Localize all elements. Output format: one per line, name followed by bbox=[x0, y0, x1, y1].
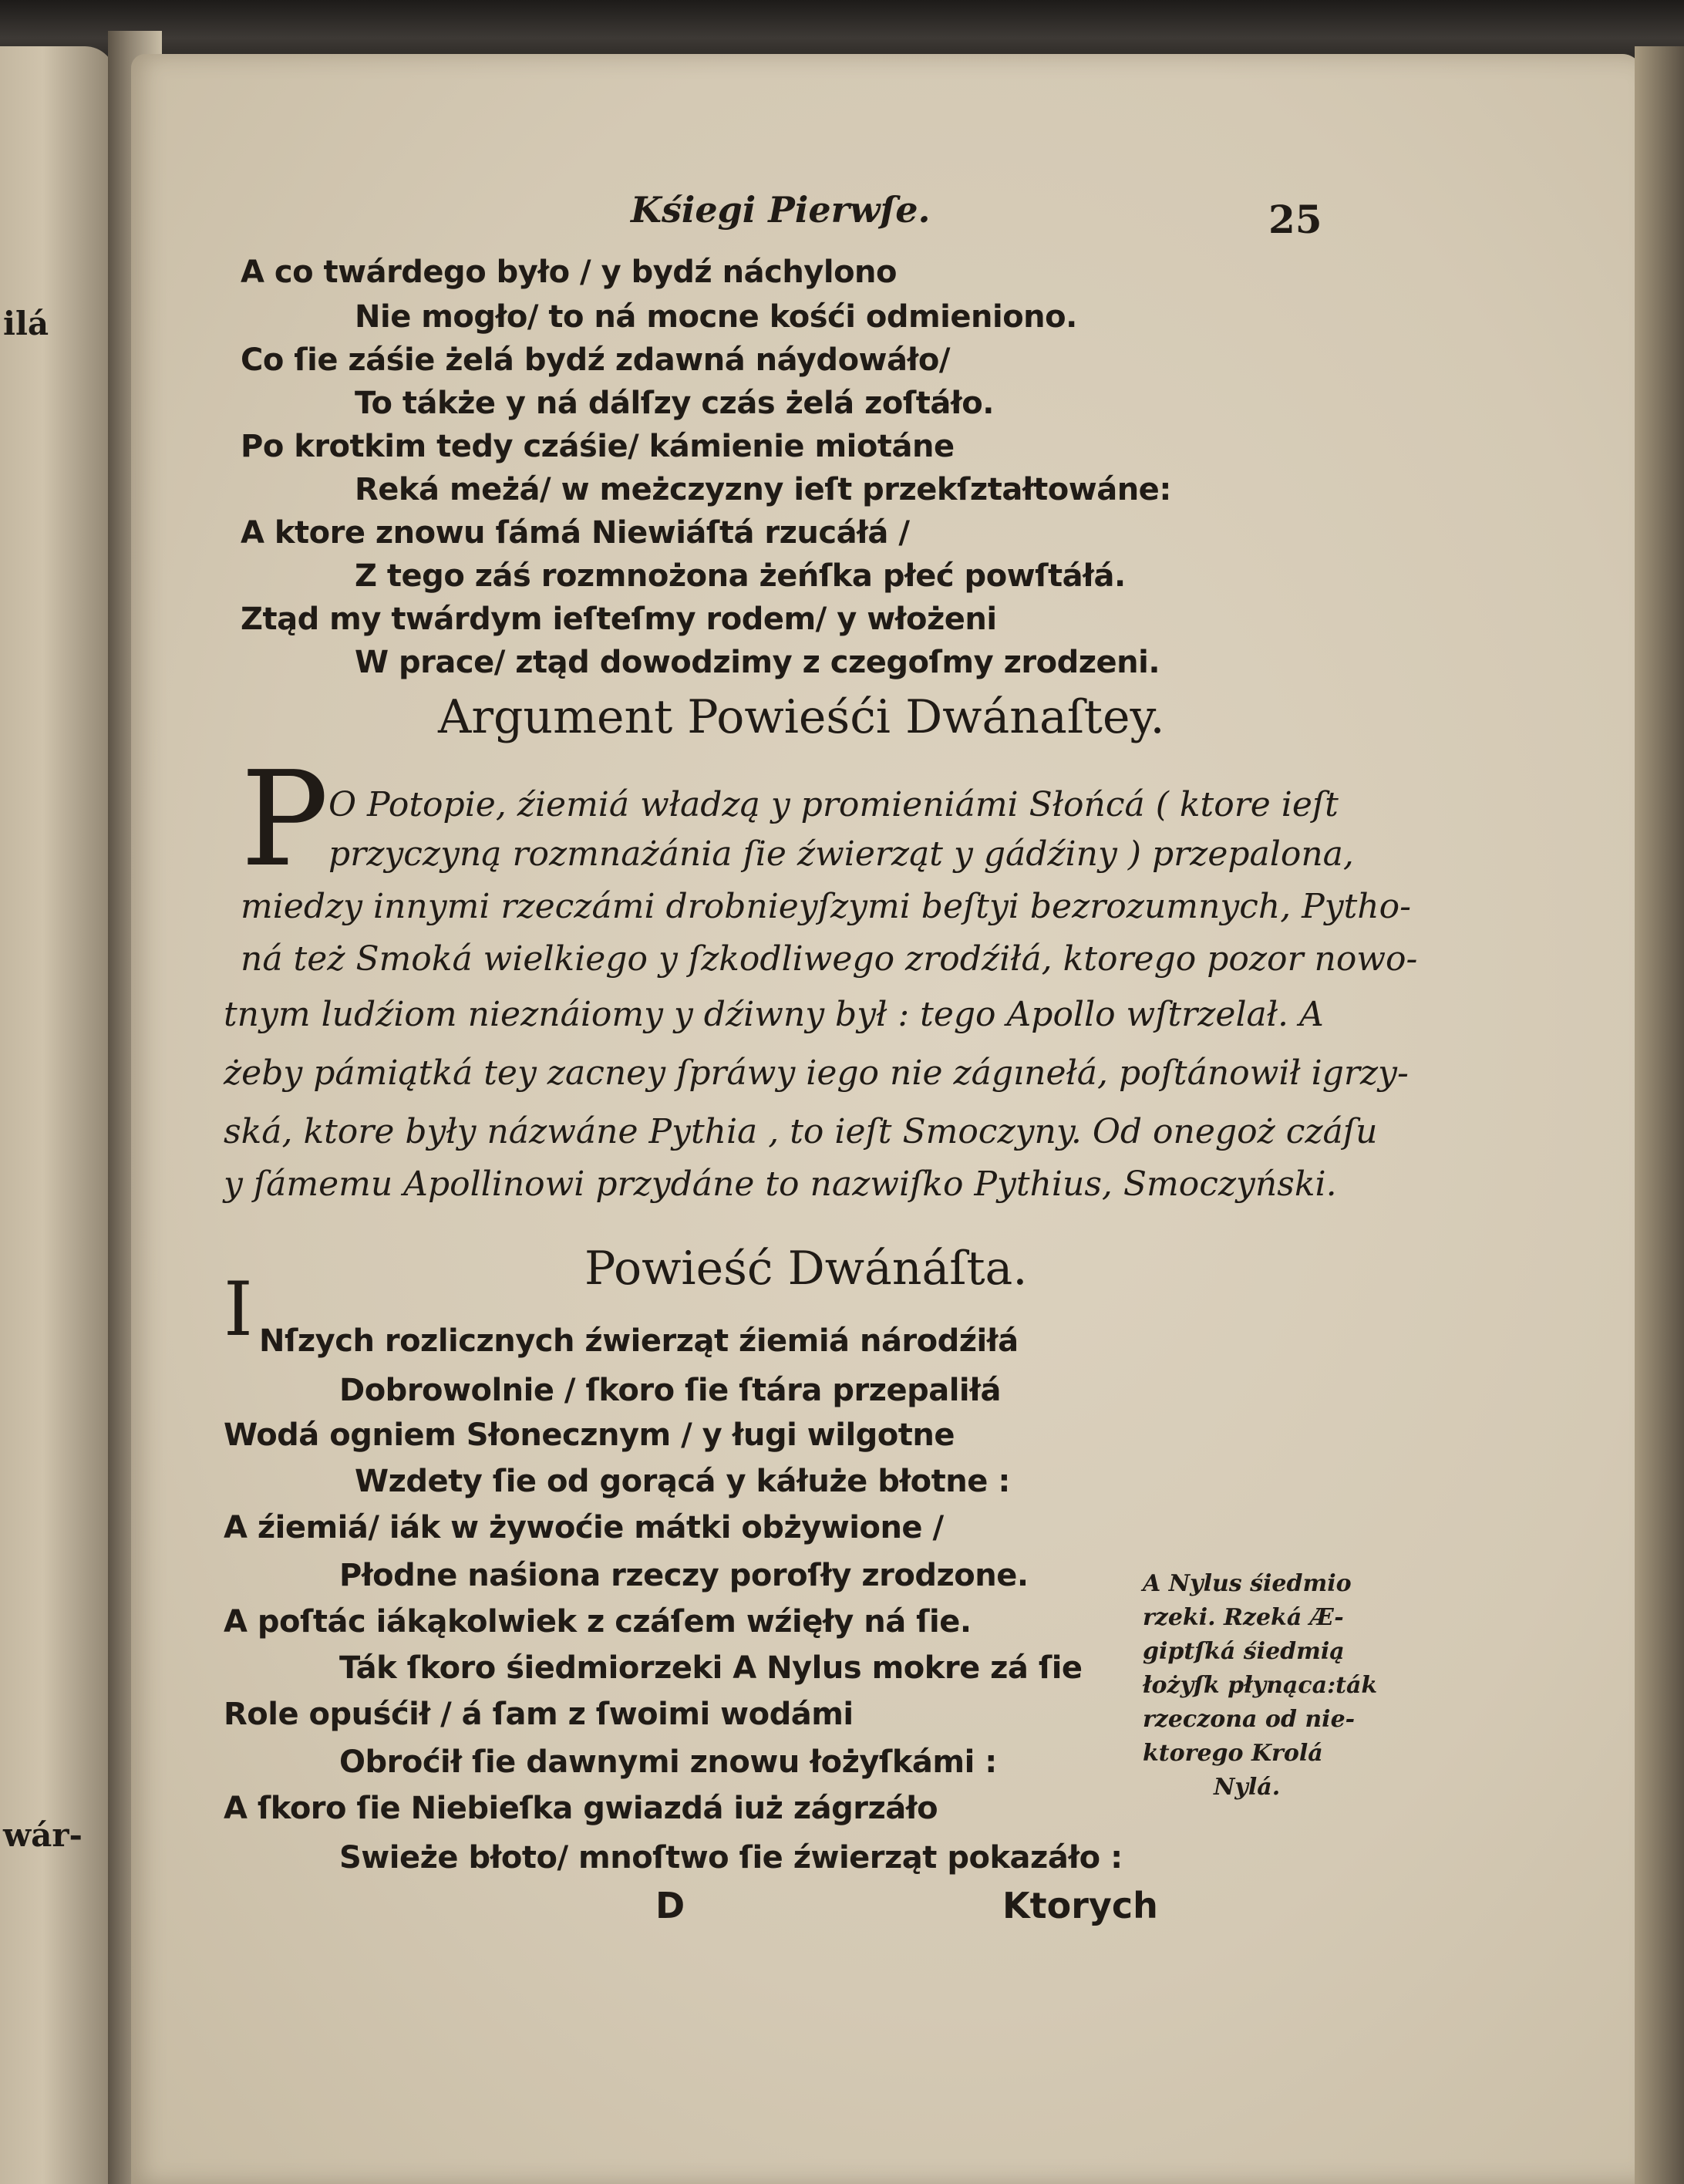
argument-line: przyczyną rozmnażánia ſie źwierząt y gádźiny ) przepalona, bbox=[328, 834, 1354, 874]
verse-line: Co ſie záśie żelá bydź zdawná náydowáło/ bbox=[241, 342, 950, 378]
argument-line: ská, ktore były názwáne Pythia , to ieſt Smoczyny. Od onegoż czáſu bbox=[224, 1112, 1378, 1151]
running-title: Kśiegi Pierwſe. bbox=[631, 189, 931, 231]
left-page-fragment: ilá bbox=[3, 305, 49, 342]
argument-heading: Argument Powieśći Dwánaſtey. bbox=[438, 690, 1165, 744]
verse-line: Role opuśćił / á ſam z ſwoimi wodámi bbox=[224, 1697, 854, 1732]
margin-note-line: Nylá. bbox=[1214, 1774, 1281, 1801]
verse-line: Swieże błoto/ mnoſtwo ſie źwierząt pokazáło : bbox=[339, 1840, 1123, 1876]
verse-line: A poſtác iákąkolwiek z czáſem wźięły ná ſie. bbox=[224, 1604, 972, 1640]
story-heading: Powieść Dwánáſta. bbox=[584, 1242, 1028, 1296]
verse-line: A ktore znowu ſámá Niewiáſtá rzucáłá / bbox=[241, 515, 910, 551]
verse-line: Płodne naśiona rzeczy poroſły zrodzone. bbox=[339, 1558, 1029, 1593]
signature-mark: D bbox=[655, 1885, 685, 1926]
verse-line: A co twárdego było / y bydź náchylono bbox=[241, 254, 898, 290]
page-edge-right bbox=[1635, 46, 1684, 2184]
argument-line: ná też Smoká wielkiego y ſzkodliwego zrodźiłá, ktorego pozor nowo- bbox=[241, 939, 1418, 979]
verse-line: A ſkoro ſie Niebieſka gwiazdá iuż zágrzáło bbox=[224, 1791, 938, 1826]
argument-line: tnym ludźiom nieznáiomy y dźiwny był : tego Apollo wſtrzelał. A bbox=[224, 995, 1324, 1034]
drop-cap: I bbox=[224, 1266, 253, 1353]
margin-note-line: ktorego Krolá bbox=[1143, 1740, 1323, 1767]
verse-line: Po krotkim tedy czáśie/ kámienie miotáne bbox=[241, 429, 955, 464]
verse-line: Ztąd my twárdym ieſteſmy rodem/ y włożeni bbox=[241, 602, 997, 637]
verse-line: Dobrowolnie / ſkoro ſie ſtára przepaliłá bbox=[339, 1373, 1001, 1408]
margin-note-line: A Nylus śiedmio bbox=[1143, 1570, 1352, 1597]
verse-line: Nie mogło/ to ná mocne kośći odmieniono. bbox=[355, 299, 1077, 335]
verse-line: To tákże y ná dálſzy czás żelá zoſtáło. bbox=[355, 386, 994, 421]
catchword: Ktorych bbox=[1002, 1885, 1158, 1926]
verse-line: Ták ſkoro śiedmiorzeki A Nylus mokre zá ſie bbox=[339, 1650, 1083, 1686]
margin-note-line: rzeczona od nie- bbox=[1143, 1706, 1356, 1733]
verse-line: Nſzych rozlicznych źwierząt źiemiá národźiłá bbox=[259, 1323, 1019, 1359]
argument-line: żeby pámiątká tey zacney ſpráwy iego nie zágınełá, poſtánowił igrzy- bbox=[224, 1053, 1409, 1093]
verse-line: Wodá ogniem Słonecznym / y ługi wilgotne bbox=[224, 1417, 955, 1453]
verse-line: Obroćił ſie dawnymi znowu łożyſkámi : bbox=[339, 1744, 997, 1780]
margin-note-line: rzeki. Rzeká Æ- bbox=[1143, 1604, 1344, 1631]
argument-line: y ſámemu Apollinowi przydáne to nazwiſko Pythius, Smoczyński. bbox=[224, 1164, 1337, 1204]
verse-line: Wzdety ſie od gorącá y káłuże błotne : bbox=[355, 1464, 1010, 1499]
verse-line: W prace/ ztąd dowodzimy z czegoſmy zrodzeni. bbox=[355, 645, 1160, 680]
argument-line: O Potopie, źiemiá władzą y promieniámi Słońcá ( ktore ieſt bbox=[328, 785, 1339, 824]
margin-note-line: giptſká śiedmią bbox=[1143, 1638, 1345, 1665]
verse-line: Reká meżá/ w meżczyzny ieſt przekſztałtowáne: bbox=[355, 472, 1171, 507]
argument-line: miedzy innymi rzeczámi drobnieyſzymi beſtyi bezrozumnych, Pytho- bbox=[241, 887, 1411, 926]
margin-note-line: łożyſk płynąca:ták bbox=[1143, 1672, 1378, 1699]
left-page-fragment: wár- bbox=[3, 1816, 83, 1854]
left-page bbox=[0, 46, 116, 2184]
verse-line: A źiemiá/ iák w żywoćie mátki obżywione / bbox=[224, 1510, 944, 1545]
page-number: 25 bbox=[1268, 197, 1322, 242]
verse-line: Z tego záś rozmnożona żeńſka płeć powſtáłá. bbox=[355, 558, 1126, 594]
drop-cap: P bbox=[241, 743, 329, 896]
